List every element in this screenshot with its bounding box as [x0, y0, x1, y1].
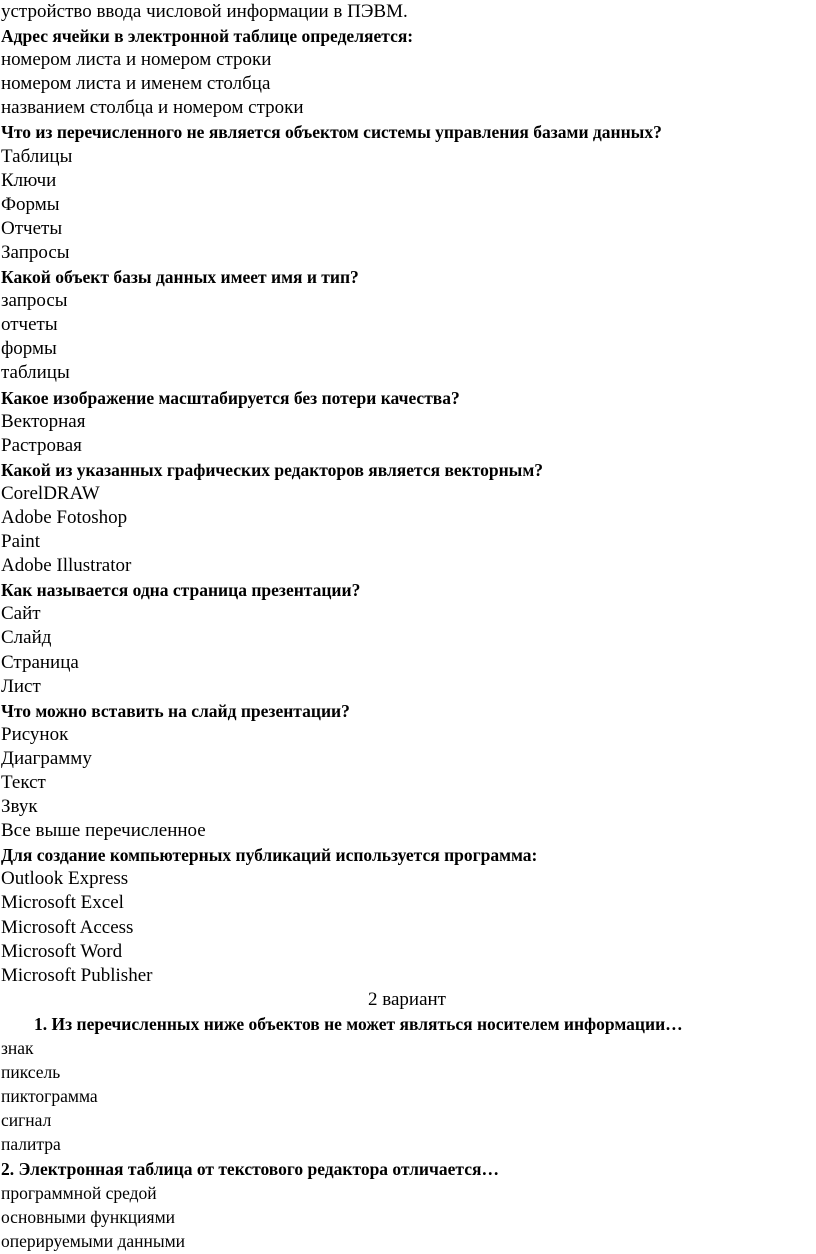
answer-option: Adobe Fotoshop: [1, 506, 128, 528]
answer-option: Текст: [1, 772, 46, 793]
variant-1-questions: [1, 24, 813, 988]
answer-option: формы: [1, 338, 57, 360]
answer-option: Отчеты: [1, 217, 63, 239]
answer-option: номером листа и номером строки: [1, 49, 272, 71]
answer-option: отчеты: [1, 314, 58, 336]
question-text: Какое изображение масштабируется без потери качества?: [1, 387, 460, 408]
answer-option: основными функциями: [1, 1206, 176, 1227]
answer-option: Adobe Illustrator: [1, 555, 132, 577]
answer-option: пиктограмма: [1, 1086, 98, 1107]
variant-heading: 2 вариант: [368, 988, 446, 1010]
answer-option: Таблицы: [1, 145, 73, 167]
answer-option: Microsoft Publisher: [1, 964, 153, 986]
answer-option: Сайт: [1, 603, 41, 625]
answer-option: сигнал: [1, 1110, 52, 1131]
answer-option: оперируемыми данными: [1, 1230, 186, 1251]
answer-option: номером листа и именем столбца: [1, 73, 271, 95]
answer-option: Paint: [1, 531, 41, 553]
question-text: Как называется одна страница презентации?: [1, 580, 361, 601]
answer-option: Ключи: [1, 169, 57, 191]
answer-option: Все выше перечисленное: [1, 820, 206, 842]
answer-option: Рисунок: [1, 723, 69, 745]
variant-2-questions: [1, 1012, 813, 1253]
question-text: Какой из указанных графических редакторов является векторным?: [1, 459, 544, 480]
answer-option: Microsoft Excel: [1, 892, 124, 914]
answer-option: Запросы: [1, 241, 70, 263]
answer-option: запросы: [1, 290, 68, 312]
answer-option: пиксель: [1, 1062, 61, 1083]
answer-option: знак: [1, 1038, 34, 1059]
answer-option: Формы: [1, 193, 60, 215]
answer-option: Слайд: [1, 627, 52, 649]
answer-option: Microsoft Word: [1, 940, 123, 962]
answer-option: Растровая: [1, 434, 82, 456]
question-text: 1. Из перечисленных ниже объектов не может являться носителем информации…: [34, 1013, 683, 1034]
answer-option: палитра: [1, 1134, 61, 1155]
question-text: 2. Электронная таблица от текстового редактора отличается…: [1, 1158, 499, 1179]
lead-answer: устройство ввода числовой информации в ПЭВМ.: [1, 1, 408, 22]
answer-option: Векторная: [1, 410, 86, 432]
answer-option: Диаграмму: [1, 747, 92, 769]
answer-option: Звук: [1, 796, 38, 818]
answer-option: программной средой: [1, 1182, 157, 1203]
answer-option: CorelDRAW: [1, 482, 100, 504]
question-text: Что из перечисленного не является объектом системы управления базами данных?: [1, 122, 662, 143]
answer-option: названием столбца и номером строки: [1, 97, 304, 119]
question-text: Какой объект базы данных имеет имя и тип?: [1, 267, 359, 288]
answer-option: Microsoft Access: [1, 916, 134, 938]
answer-option: Лист: [1, 675, 41, 697]
answer-option: Outlook Express: [1, 868, 129, 890]
answer-option: таблицы: [1, 362, 70, 384]
document-page: [1, 0, 813, 1253]
answer-option: Страница: [1, 651, 79, 673]
question-text: Для создание компьютерных публикаций используется программа:: [1, 845, 538, 866]
question-text: Адрес ячейки в электронной таблице определяется:: [1, 26, 414, 47]
question-text: Что можно вставить на слайд презентации?: [1, 700, 350, 721]
